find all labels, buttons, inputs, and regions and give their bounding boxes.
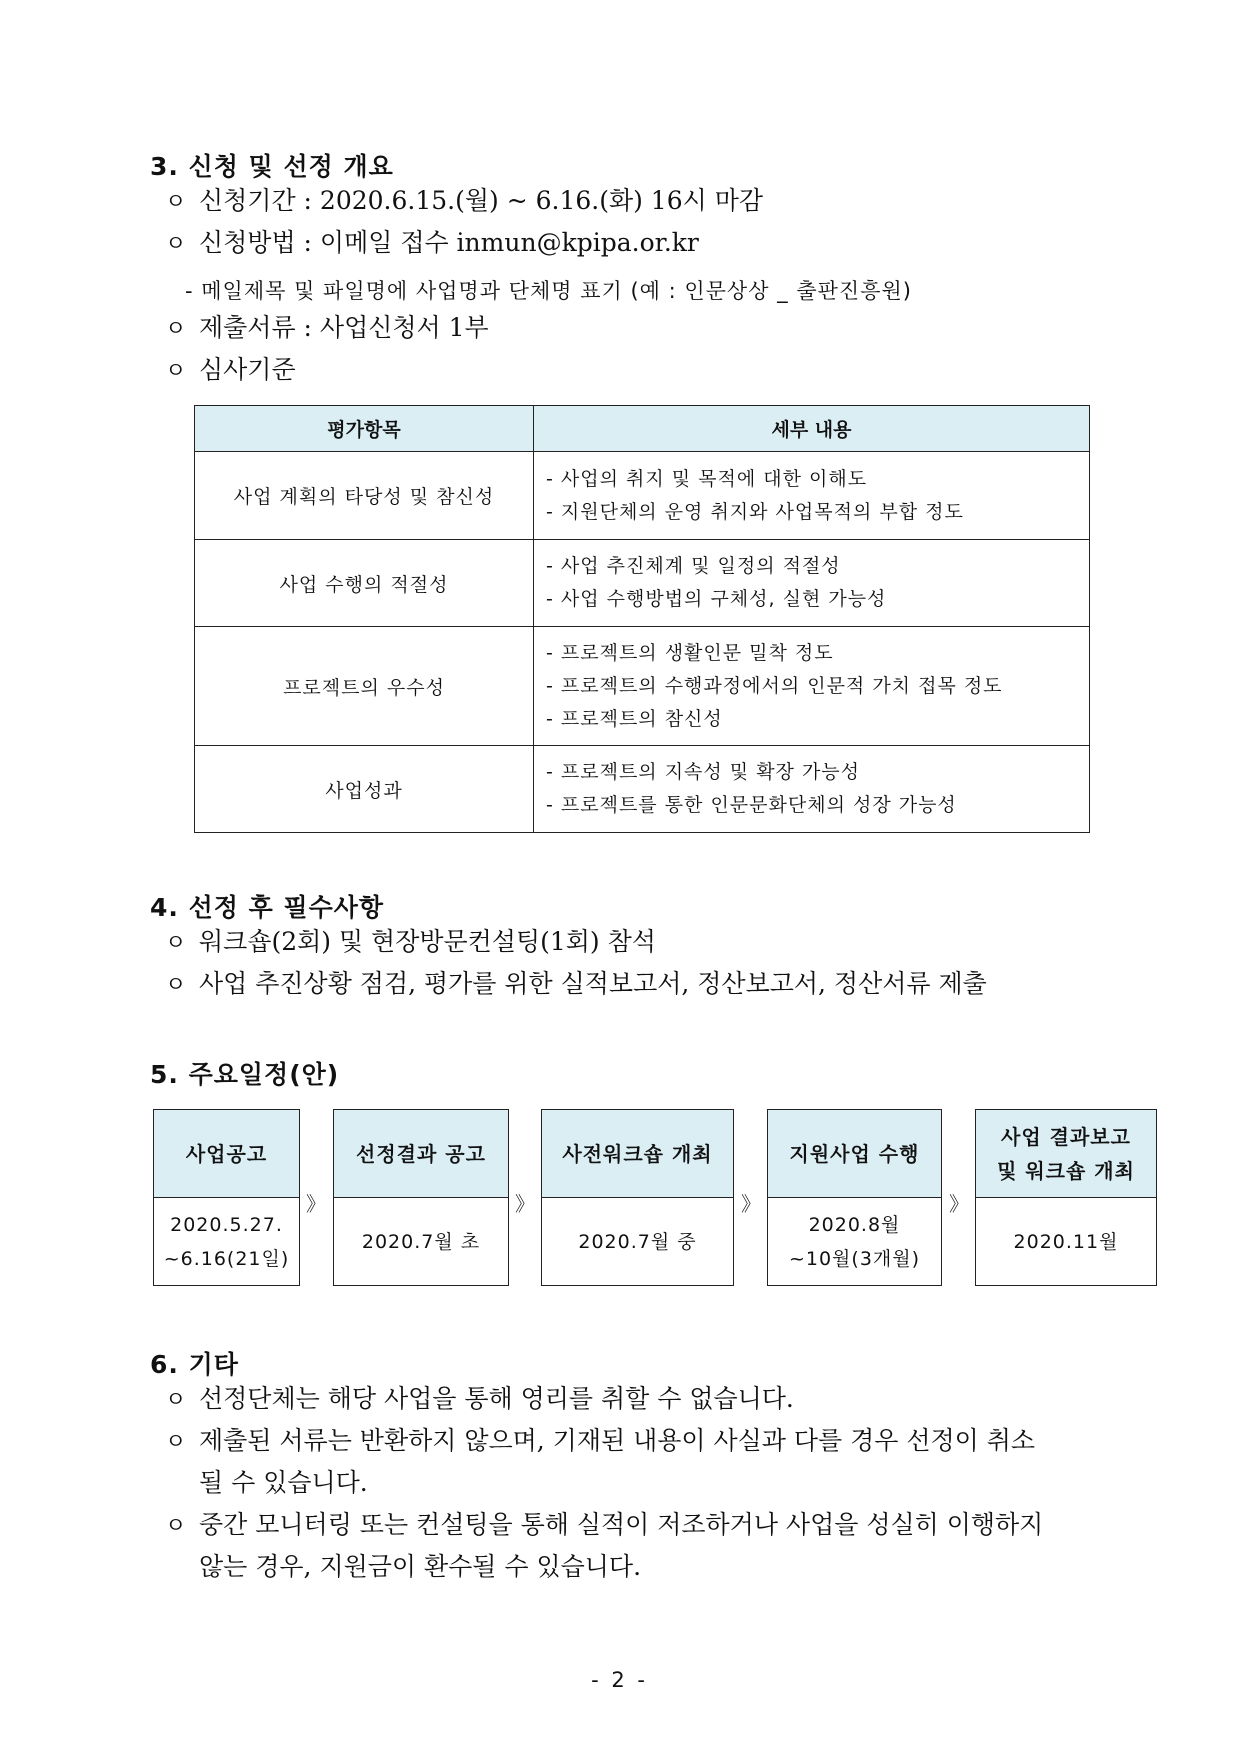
required-documents-text: 제출서류 : 사업신청서 1부	[199, 313, 489, 342]
step-date-line: 2020.8월	[808, 1213, 901, 1236]
criteria-detail	[534, 746, 1090, 833]
step-title-line: 선정결과 공고	[356, 1141, 486, 1166]
misc-continuation: 될 수 있습니다.	[199, 1468, 368, 1497]
criteria-label	[165, 349, 296, 393]
detail-line: - 프로젝트의 생활인문 밀착 정도	[546, 641, 834, 664]
arrow-icon: 》	[949, 1192, 969, 1216]
schedule-step-results	[333, 1109, 509, 1286]
arrow-icon: 》	[515, 1192, 535, 1216]
required-documents	[165, 307, 489, 351]
misc-text: 중간 모니터링 또는 컨설팅을 통해 실적이 저조하거나 사업을 성실히 이행하지	[199, 1510, 1044, 1539]
requirement-text: 워크숍(2회) 및 현장방문컨설팅(1회) 참석	[199, 927, 656, 956]
criteria-label-text: 심사기준	[199, 355, 296, 384]
step-date-line: 2020.7월 중	[578, 1230, 697, 1253]
step-date	[154, 1198, 299, 1285]
arrow-icon: 》	[741, 1192, 761, 1216]
step-date	[334, 1198, 508, 1285]
step-date-line: 2020.7월 초	[361, 1230, 481, 1253]
bullet-mark: ㅇ	[165, 1514, 187, 1539]
email-note: - 메일제목 및 파일명에 사업명과 단체명 표기 (예 : 인문상상 _ 출판진흥원)	[185, 279, 912, 303]
table-header-row	[195, 406, 1090, 452]
detail-line: - 사업 수행방법의 구체성, 실현 가능성	[546, 588, 887, 610]
step-date	[768, 1198, 941, 1285]
step-date-line: 2020.5.27.	[170, 1213, 283, 1236]
schedule-step-workshop	[541, 1109, 734, 1286]
detail-line: - 사업의 취지 및 목적에 대한 이해도	[546, 467, 868, 490]
step-title	[154, 1110, 299, 1198]
header-item: 평가항목	[195, 406, 534, 452]
section-3-title: 3. 신청 및 선정 개요	[150, 152, 394, 181]
requirement-item	[165, 963, 987, 1007]
evaluation-criteria-table	[194, 405, 1090, 833]
criteria-item: 사업 수행의 적절성	[195, 540, 534, 627]
application-method	[165, 222, 699, 266]
step-date	[976, 1198, 1156, 1285]
detail-line: - 사업 추진체계 및 일정의 적절성	[546, 555, 841, 577]
criteria-detail	[534, 627, 1090, 746]
step-title	[976, 1110, 1156, 1198]
step-title-line: 사업공고	[185, 1141, 268, 1166]
bullet-mark: ㅇ	[165, 931, 187, 956]
table-row	[195, 452, 1090, 540]
schedule-step-execution	[767, 1109, 942, 1286]
arrow-icon: 》	[306, 1192, 326, 1216]
step-title-line: 지원사업 수행	[789, 1141, 920, 1166]
criteria-item: 사업성과	[195, 746, 534, 833]
criteria-detail	[534, 540, 1090, 627]
misc-continuation: 않는 경우, 지원금이 환수될 수 있습니다.	[199, 1552, 642, 1581]
misc-text: 선정단체는 해당 사업을 통해 영리를 취할 수 없습니다.	[199, 1384, 794, 1413]
step-title-line: 사전워크숍 개최	[562, 1141, 713, 1166]
table-row	[195, 627, 1090, 746]
step-title-line: 사업 결과보고	[1001, 1124, 1131, 1149]
step-title	[768, 1110, 941, 1198]
bullet-mark: ㅇ	[165, 317, 187, 342]
application-period	[165, 180, 763, 224]
page-number: - 2 -	[591, 1668, 648, 1692]
step-date-line: 2020.11월	[1013, 1230, 1119, 1253]
detail-line: - 프로젝트의 참신성	[546, 707, 723, 730]
criteria-detail	[534, 452, 1090, 540]
misc-item	[165, 1420, 1035, 1464]
step-date-line: ~10월(3개월)	[788, 1247, 921, 1270]
criteria-item: 프로젝트의 우수성	[195, 627, 534, 746]
step-title-line: 및 워크숍 개최	[997, 1158, 1135, 1183]
header-detail: 세부 내용	[534, 406, 1090, 452]
detail-line: - 프로젝트의 수행과정에서의 인문적 가치 접목 정도	[546, 674, 1003, 697]
misc-item	[165, 1504, 1043, 1548]
table-row	[195, 540, 1090, 627]
bullet-mark: ㅇ	[165, 1388, 187, 1413]
requirement-item	[165, 921, 656, 965]
step-date-line: ~6.16(21일)	[163, 1247, 290, 1270]
section-6-title: 6. 기타	[150, 1350, 239, 1379]
requirement-text: 사업 추진상황 점검, 평가를 위한 실적보고서, 정산보고서, 정산서류 제출	[199, 969, 987, 998]
step-title	[542, 1110, 733, 1198]
section-5-title: 5. 주요일정(안)	[150, 1060, 340, 1089]
schedule-step-announcement	[153, 1109, 300, 1286]
detail-line: - 프로젝트의 지속성 및 확장 가능성	[546, 761, 861, 783]
bullet-mark: ㅇ	[165, 359, 187, 384]
detail-line: - 프로젝트를 통한 인문문화단체의 성장 가능성	[546, 794, 957, 816]
application-period-text: 신청기간 : 2020.6.15.(월) ~ 6.16.(화) 16시 마감	[199, 186, 764, 215]
detail-line: - 지원단체의 운영 취지와 사업목적의 부합 정도	[546, 500, 964, 523]
misc-text: 제출된 서류는 반환하지 않으며, 기재된 내용이 사실과 다를 경우 선정이 취소	[199, 1426, 1036, 1455]
schedule-step-final-report	[975, 1109, 1157, 1286]
application-method-text: 신청방법 : 이메일 접수 inmun@kpipa.or.kr	[199, 228, 699, 257]
bullet-mark: ㅇ	[165, 1430, 187, 1455]
bullet-mark: ㅇ	[165, 973, 187, 998]
criteria-item: 사업 계획의 타당성 및 참신성	[195, 452, 534, 540]
section-4-title: 4. 선정 후 필수사항	[150, 893, 385, 922]
misc-item	[165, 1378, 794, 1422]
bullet-mark: ㅇ	[165, 190, 187, 215]
step-date	[542, 1198, 733, 1285]
table-row	[195, 746, 1090, 833]
bullet-mark: ㅇ	[165, 232, 187, 257]
step-title	[334, 1110, 508, 1198]
